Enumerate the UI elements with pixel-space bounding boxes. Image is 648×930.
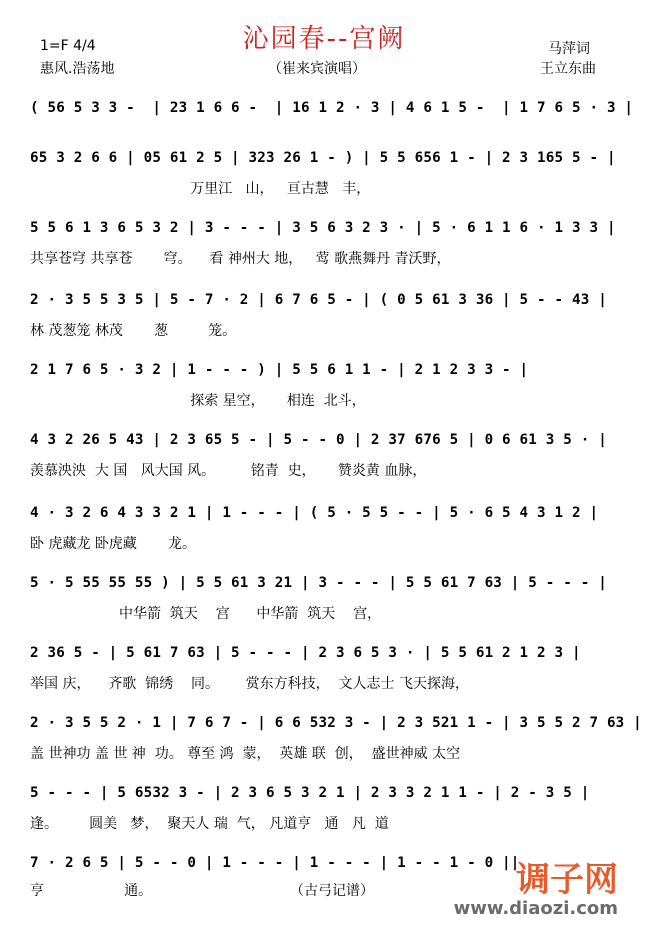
- staff-line-11-notes: 5 - - - | 5 6532 3 - | 2 3 6 5 3 2 1 | 2 3 3 2 1 1 - | 2 - 3 5 |: [30, 785, 590, 801]
- staff-line-6-lyrics: 羡慕泱泱 大 国 风大国 风。 铭青 史， 赞炎黄 血脉，: [30, 463, 427, 479]
- staff-line-5-notes: 2 1 7 6 5 · 3 2 | 1 - - - ) | 5 5 6 1 1 - | 2 1 2 3 3 - |: [30, 362, 529, 378]
- staff-line-12-lyrics: 亨 通。 （古弓记谱）: [30, 883, 375, 899]
- composer-credit: 王立东曲: [540, 61, 596, 77]
- staff-line-5-lyrics: 探索 星空， 相连 北斗，: [30, 393, 366, 409]
- key-signature: 1=F 4/4: [40, 38, 96, 54]
- staff-line-3-lyrics: 共享苍穹 共享苍 穹。 看 神州大 地， 莺 歌燕舞丹 青沃野，: [30, 251, 451, 267]
- staff-line-9-lyrics: 举国 庆， 齐歌 锦绣 同。 赏东方科技， 文人志士 飞天探海，: [30, 676, 470, 692]
- lyricist-credit: 马萍词: [548, 41, 590, 57]
- staff-line-3-notes: 5 5 6 1 3 6 5 3 2 | 3 - - - | 3 5 6 3 2 3 · | 5 · 6 1 1 6 · 1 3 3 |: [30, 220, 616, 236]
- staff-line-2-lyrics: 万里江 山， 亘古慧 丰，: [30, 181, 371, 197]
- staff-line-7-lyrics: 卧 虎藏龙 卧虎藏 龙。: [30, 536, 197, 552]
- staff-line-11-lyrics: 逢。 圆美 梦， 聚天人 瑞 气， 凡道亨 通 凡 道: [30, 816, 389, 832]
- tempo-marking: 惠风.浩荡地: [40, 61, 115, 77]
- page-title: 沁园春--宫阙: [242, 24, 406, 54]
- staff-line-12-notes: 7 · 2 6 5 | 5 - - 0 | 1 - - - | 1 - - - | 1 - - 1 - 0 ||: [30, 855, 520, 871]
- staff-line-8-notes: 5 · 5 55 55 55 ) | 5 5 61 3 21 | 3 - - - | 5 5 61 7 63 | 5 - - - |: [30, 575, 607, 591]
- staff-line-8-lyrics: 中华箭 筑天 宫 中华箭 筑天 宫，: [30, 606, 382, 622]
- staff-line-1-notes: ( 56 5 3 3 - | 23 1 6 6 - | 16 1 2 · 3 | 4 6 1 5 - | 1 7 6 5 · 3 |: [30, 100, 634, 116]
- performer-credit: （崔来宾演唱）: [268, 61, 366, 77]
- watermark-site-url: www.diaozi.com: [453, 898, 618, 919]
- staff-line-4-notes: 2 · 3 5 5 3 5 | 5 - 7 · 2 | 6 7 6 5 - | ( 0 5 61 3 36 | 5 - - 43 |: [30, 292, 607, 308]
- watermark-site-name: 调子网: [516, 860, 618, 900]
- staff-line-4-lyrics: 林 茂葱笼 林茂 葱 笼。: [30, 323, 237, 339]
- staff-line-9-notes: 2 36 5 - | 5 61 7 63 | 5 - - - | 2 3 6 5 3 · | 5 5 61 2 1 2 3 |: [30, 645, 581, 661]
- staff-line-6-notes: 4 3 2 26 5 43 | 2 3 65 5 - | 5 - - 0 | 2 37 676 5 | 0 6 61 3 5 · |: [30, 432, 607, 448]
- staff-line-2-notes: 65 3 2 6 6 | 05 61 2 5 | 323 26 1 - ) | 5 5 656 1 - | 2 3 165 5 - |: [30, 150, 616, 166]
- staff-line-7-notes: 4 · 3 2 6 4 3 3 2 1 | 1 - - - | ( 5 · 5 5 - - | 5 · 6 5 4 3 1 2 |: [30, 505, 599, 521]
- staff-line-10-lyrics: 盖 世神功 盖 世 神 功。 尊至 鸿 蒙， 英雄 联 创， 盛世神威 太空: [30, 746, 461, 762]
- staff-line-10-notes: 2 · 3 5 5 2 · 1 | 7 6 7 - | 6 6 532 3 - | 2 3 521 1 - | 3 5 5 2 7 63 |: [30, 715, 642, 731]
